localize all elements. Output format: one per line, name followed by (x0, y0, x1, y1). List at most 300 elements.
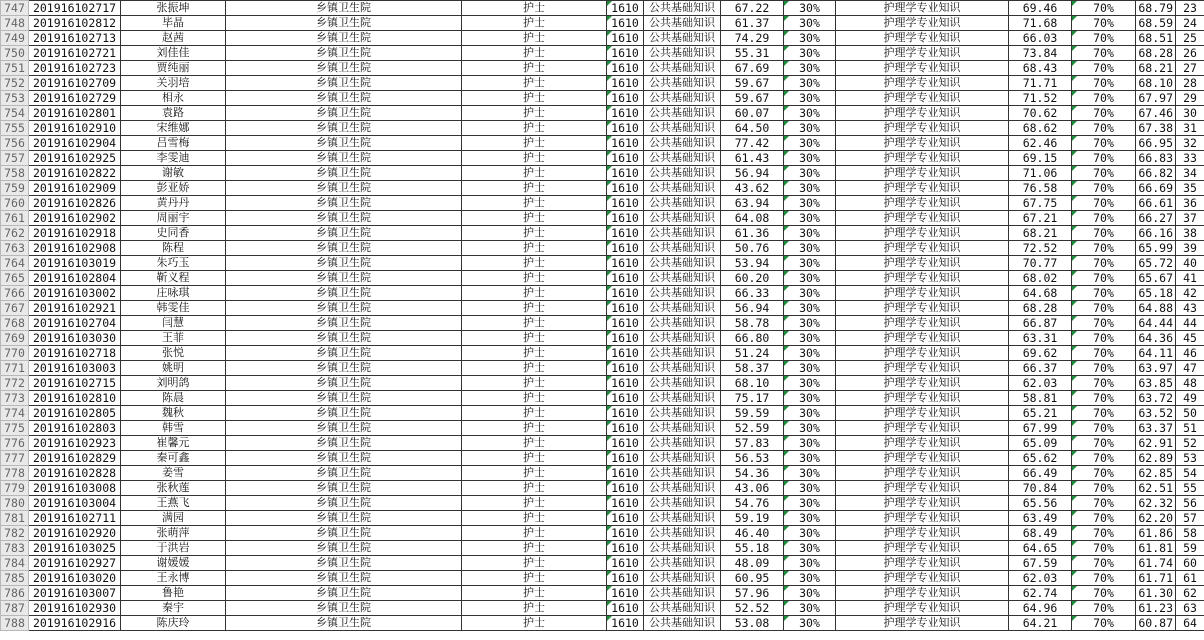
name-cell[interactable]: 袁路 (121, 106, 226, 121)
weight1-cell[interactable]: 30% (784, 181, 836, 196)
post-code-cell[interactable]: 1610 (607, 121, 644, 136)
score1-cell[interactable]: 43.62 (721, 181, 784, 196)
weight2-cell[interactable]: 70% (1072, 466, 1136, 481)
unit-cell[interactable]: 乡镇卫生院 (226, 181, 462, 196)
rank-cell[interactable]: 55 (1176, 481, 1204, 496)
row-header[interactable]: 785 (1, 571, 29, 586)
score2-cell[interactable]: 67.59 (1009, 556, 1072, 571)
post-code-cell[interactable]: 1610 (607, 106, 644, 121)
subject2-cell[interactable]: 护理学专业知识 (836, 586, 1009, 601)
score1-cell[interactable]: 58.37 (721, 361, 784, 376)
score1-cell[interactable]: 60.95 (721, 571, 784, 586)
weight1-cell[interactable]: 30% (784, 271, 836, 286)
subject1-cell[interactable]: 公共基础知识 (644, 376, 721, 391)
score1-cell[interactable]: 57.96 (721, 586, 784, 601)
post-cell[interactable]: 护士 (462, 226, 607, 241)
post-code-cell[interactable]: 1610 (607, 1, 644, 16)
score1-cell[interactable]: 57.83 (721, 436, 784, 451)
post-code-cell[interactable]: 1610 (607, 526, 644, 541)
post-cell[interactable]: 护士 (462, 571, 607, 586)
row-header[interactable]: 778 (1, 466, 29, 481)
total-score-cell[interactable]: 61.71 (1136, 571, 1176, 586)
unit-cell[interactable]: 乡镇卫生院 (226, 211, 462, 226)
exam-id-cell[interactable]: 201916102923 (29, 436, 121, 451)
score1-cell[interactable]: 64.50 (721, 121, 784, 136)
row-header[interactable]: 749 (1, 31, 29, 46)
row-header[interactable]: 752 (1, 76, 29, 91)
score1-cell[interactable]: 59.19 (721, 511, 784, 526)
subject1-cell[interactable]: 公共基础知识 (644, 256, 721, 271)
post-code-cell[interactable]: 1610 (607, 496, 644, 511)
post-cell[interactable]: 护士 (462, 556, 607, 571)
exam-id-cell[interactable]: 201916102920 (29, 526, 121, 541)
total-score-cell[interactable]: 66.27 (1136, 211, 1176, 226)
score2-cell[interactable]: 68.02 (1009, 271, 1072, 286)
exam-id-cell[interactable]: 201916102729 (29, 91, 121, 106)
total-score-cell[interactable]: 66.82 (1136, 166, 1176, 181)
score2-cell[interactable]: 62.46 (1009, 136, 1072, 151)
subject1-cell[interactable]: 公共基础知识 (644, 196, 721, 211)
post-cell[interactable]: 护士 (462, 466, 607, 481)
unit-cell[interactable]: 乡镇卫生院 (226, 346, 462, 361)
exam-id-cell[interactable]: 201916103003 (29, 361, 121, 376)
post-code-cell[interactable]: 1610 (607, 616, 644, 631)
subject2-cell[interactable]: 护理学专业知识 (836, 256, 1009, 271)
post-cell[interactable]: 护士 (462, 16, 607, 31)
total-score-cell[interactable]: 66.83 (1136, 151, 1176, 166)
total-score-cell[interactable]: 60.87 (1136, 616, 1176, 631)
subject2-cell[interactable]: 护理学专业知识 (836, 136, 1009, 151)
name-cell[interactable]: 满园 (121, 511, 226, 526)
unit-cell[interactable]: 乡镇卫生院 (226, 571, 462, 586)
weight1-cell[interactable]: 30% (784, 1, 836, 16)
score2-cell[interactable]: 64.96 (1009, 601, 1072, 616)
unit-cell[interactable]: 乡镇卫生院 (226, 601, 462, 616)
weight1-cell[interactable]: 30% (784, 541, 836, 556)
subject2-cell[interactable]: 护理学专业知识 (836, 181, 1009, 196)
score2-cell[interactable]: 76.58 (1009, 181, 1072, 196)
subject1-cell[interactable]: 公共基础知识 (644, 436, 721, 451)
score2-cell[interactable]: 68.49 (1009, 526, 1072, 541)
post-code-cell[interactable]: 1610 (607, 421, 644, 436)
weight2-cell[interactable]: 70% (1072, 541, 1136, 556)
score2-cell[interactable]: 58.81 (1009, 391, 1072, 406)
score1-cell[interactable]: 74.29 (721, 31, 784, 46)
weight1-cell[interactable]: 30% (784, 226, 836, 241)
total-score-cell[interactable]: 65.67 (1136, 271, 1176, 286)
total-score-cell[interactable]: 66.69 (1136, 181, 1176, 196)
subject2-cell[interactable]: 护理学专业知识 (836, 541, 1009, 556)
score2-cell[interactable]: 65.56 (1009, 496, 1072, 511)
score2-cell[interactable]: 68.21 (1009, 226, 1072, 241)
name-cell[interactable]: 韩雪 (121, 421, 226, 436)
weight1-cell[interactable]: 30% (784, 136, 836, 151)
subject2-cell[interactable]: 护理学专业知识 (836, 421, 1009, 436)
name-cell[interactable]: 姜雪 (121, 466, 226, 481)
row-header[interactable]: 782 (1, 526, 29, 541)
weight1-cell[interactable]: 30% (784, 31, 836, 46)
total-score-cell[interactable]: 68.59 (1136, 16, 1176, 31)
weight1-cell[interactable]: 30% (784, 496, 836, 511)
row-header[interactable]: 751 (1, 61, 29, 76)
post-code-cell[interactable]: 1610 (607, 301, 644, 316)
post-code-cell[interactable]: 1610 (607, 316, 644, 331)
weight1-cell[interactable]: 30% (784, 376, 836, 391)
weight2-cell[interactable]: 70% (1072, 196, 1136, 211)
total-score-cell[interactable]: 62.51 (1136, 481, 1176, 496)
rank-cell[interactable]: 51 (1176, 421, 1204, 436)
score2-cell[interactable]: 71.52 (1009, 91, 1072, 106)
post-cell[interactable]: 护士 (462, 526, 607, 541)
total-score-cell[interactable]: 61.23 (1136, 601, 1176, 616)
weight2-cell[interactable]: 70% (1072, 496, 1136, 511)
rank-cell[interactable]: 62 (1176, 586, 1204, 601)
post-code-cell[interactable]: 1610 (607, 181, 644, 196)
unit-cell[interactable]: 乡镇卫生院 (226, 31, 462, 46)
score1-cell[interactable]: 60.20 (721, 271, 784, 286)
weight2-cell[interactable]: 70% (1072, 241, 1136, 256)
rank-cell[interactable]: 30 (1176, 106, 1204, 121)
weight2-cell[interactable]: 70% (1072, 181, 1136, 196)
score2-cell[interactable]: 63.31 (1009, 331, 1072, 346)
name-cell[interactable]: 于洪岩 (121, 541, 226, 556)
name-cell[interactable]: 庄咏琪 (121, 286, 226, 301)
post-code-cell[interactable]: 1610 (607, 556, 644, 571)
post-cell[interactable]: 护士 (462, 586, 607, 601)
score1-cell[interactable]: 55.31 (721, 46, 784, 61)
subject1-cell[interactable]: 公共基础知识 (644, 586, 721, 601)
rank-cell[interactable]: 63 (1176, 601, 1204, 616)
post-cell[interactable]: 护士 (462, 136, 607, 151)
exam-id-cell[interactable]: 201916102718 (29, 346, 121, 361)
subject1-cell[interactable]: 公共基础知识 (644, 391, 721, 406)
total-score-cell[interactable]: 63.85 (1136, 376, 1176, 391)
subject1-cell[interactable]: 公共基础知识 (644, 91, 721, 106)
post-code-cell[interactable]: 1610 (607, 196, 644, 211)
row-header[interactable]: 772 (1, 376, 29, 391)
subject2-cell[interactable]: 护理学专业知识 (836, 496, 1009, 511)
weight1-cell[interactable]: 30% (784, 151, 836, 166)
total-score-cell[interactable]: 67.46 (1136, 106, 1176, 121)
total-score-cell[interactable]: 65.72 (1136, 256, 1176, 271)
score1-cell[interactable]: 67.69 (721, 61, 784, 76)
row-header[interactable]: 747 (1, 1, 29, 16)
name-cell[interactable]: 彭亚娇 (121, 181, 226, 196)
weight1-cell[interactable]: 30% (784, 466, 836, 481)
rank-cell[interactable]: 57 (1176, 511, 1204, 526)
name-cell[interactable]: 秦宇 (121, 601, 226, 616)
weight1-cell[interactable]: 30% (784, 211, 836, 226)
subject2-cell[interactable]: 护理学专业知识 (836, 211, 1009, 226)
post-code-cell[interactable]: 1610 (607, 76, 644, 91)
weight1-cell[interactable]: 30% (784, 421, 836, 436)
rank-cell[interactable]: 42 (1176, 286, 1204, 301)
post-cell[interactable]: 护士 (462, 286, 607, 301)
row-header[interactable]: 779 (1, 481, 29, 496)
subject1-cell[interactable]: 公共基础知识 (644, 601, 721, 616)
unit-cell[interactable]: 乡镇卫生院 (226, 61, 462, 76)
row-header[interactable]: 771 (1, 361, 29, 376)
subject2-cell[interactable]: 护理学专业知识 (836, 511, 1009, 526)
subject2-cell[interactable]: 护理学专业知识 (836, 226, 1009, 241)
score2-cell[interactable]: 71.06 (1009, 166, 1072, 181)
row-header[interactable]: 769 (1, 331, 29, 346)
rank-cell[interactable]: 52 (1176, 436, 1204, 451)
row-header[interactable]: 748 (1, 16, 29, 31)
subject1-cell[interactable]: 公共基础知识 (644, 211, 721, 226)
row-header[interactable]: 776 (1, 436, 29, 451)
post-cell[interactable]: 护士 (462, 256, 607, 271)
post-cell[interactable]: 护士 (462, 241, 607, 256)
row-header[interactable]: 784 (1, 556, 29, 571)
score1-cell[interactable]: 54.76 (721, 496, 784, 511)
score2-cell[interactable]: 62.74 (1009, 586, 1072, 601)
subject2-cell[interactable]: 护理学专业知识 (836, 481, 1009, 496)
exam-id-cell[interactable]: 201916102902 (29, 211, 121, 226)
score1-cell[interactable]: 56.53 (721, 451, 784, 466)
subject1-cell[interactable]: 公共基础知识 (644, 346, 721, 361)
score2-cell[interactable]: 66.87 (1009, 316, 1072, 331)
subject1-cell[interactable]: 公共基础知识 (644, 166, 721, 181)
subject2-cell[interactable]: 护理学专业知识 (836, 406, 1009, 421)
total-score-cell[interactable]: 62.91 (1136, 436, 1176, 451)
post-cell[interactable]: 护士 (462, 376, 607, 391)
post-cell[interactable]: 护士 (462, 76, 607, 91)
subject2-cell[interactable]: 护理学专业知识 (836, 241, 1009, 256)
unit-cell[interactable]: 乡镇卫生院 (226, 436, 462, 451)
weight2-cell[interactable]: 70% (1072, 331, 1136, 346)
rank-cell[interactable]: 29 (1176, 91, 1204, 106)
name-cell[interactable]: 陈庆玲 (121, 616, 226, 631)
weight2-cell[interactable]: 70% (1072, 226, 1136, 241)
subject2-cell[interactable]: 护理学专业知识 (836, 391, 1009, 406)
rank-cell[interactable]: 36 (1176, 196, 1204, 211)
weight2-cell[interactable]: 70% (1072, 616, 1136, 631)
post-code-cell[interactable]: 1610 (607, 136, 644, 151)
subject2-cell[interactable]: 护理学专业知识 (836, 556, 1009, 571)
subject2-cell[interactable]: 护理学专业知识 (836, 61, 1009, 76)
subject2-cell[interactable]: 护理学专业知识 (836, 331, 1009, 346)
weight1-cell[interactable]: 30% (784, 526, 836, 541)
rank-cell[interactable]: 47 (1176, 361, 1204, 376)
subject1-cell[interactable]: 公共基础知识 (644, 421, 721, 436)
post-cell[interactable]: 护士 (462, 316, 607, 331)
post-code-cell[interactable]: 1610 (607, 241, 644, 256)
post-code-cell[interactable]: 1610 (607, 361, 644, 376)
row-header[interactable]: 753 (1, 91, 29, 106)
rank-cell[interactable]: 27 (1176, 61, 1204, 76)
rank-cell[interactable]: 54 (1176, 466, 1204, 481)
name-cell[interactable]: 崔馨元 (121, 436, 226, 451)
subject2-cell[interactable]: 护理学专业知识 (836, 1, 1009, 16)
unit-cell[interactable]: 乡镇卫生院 (226, 166, 462, 181)
row-header[interactable]: 761 (1, 211, 29, 226)
exam-id-cell[interactable]: 201916102717 (29, 1, 121, 16)
subject2-cell[interactable]: 护理学专业知识 (836, 451, 1009, 466)
weight1-cell[interactable]: 30% (784, 391, 836, 406)
rank-cell[interactable]: 34 (1176, 166, 1204, 181)
subject1-cell[interactable]: 公共基础知识 (644, 301, 721, 316)
row-header[interactable]: 781 (1, 511, 29, 526)
post-cell[interactable]: 护士 (462, 271, 607, 286)
rank-cell[interactable]: 45 (1176, 331, 1204, 346)
subject1-cell[interactable]: 公共基础知识 (644, 451, 721, 466)
score1-cell[interactable]: 58.78 (721, 316, 784, 331)
post-code-cell[interactable]: 1610 (607, 391, 644, 406)
score2-cell[interactable]: 68.28 (1009, 301, 1072, 316)
score1-cell[interactable]: 75.17 (721, 391, 784, 406)
subject2-cell[interactable]: 护理学专业知识 (836, 301, 1009, 316)
score1-cell[interactable]: 77.42 (721, 136, 784, 151)
weight2-cell[interactable]: 70% (1072, 316, 1136, 331)
exam-id-cell[interactable]: 201916102910 (29, 121, 121, 136)
post-cell[interactable]: 护士 (462, 196, 607, 211)
total-score-cell[interactable]: 63.97 (1136, 361, 1176, 376)
subject2-cell[interactable]: 护理学专业知识 (836, 346, 1009, 361)
unit-cell[interactable]: 乡镇卫生院 (226, 241, 462, 256)
weight1-cell[interactable]: 30% (784, 601, 836, 616)
rank-cell[interactable]: 23 (1176, 1, 1204, 16)
post-cell[interactable]: 护士 (462, 331, 607, 346)
total-score-cell[interactable]: 64.36 (1136, 331, 1176, 346)
rank-cell[interactable]: 46 (1176, 346, 1204, 361)
unit-cell[interactable]: 乡镇卫生院 (226, 526, 462, 541)
exam-id-cell[interactable]: 201916102826 (29, 196, 121, 211)
post-code-cell[interactable]: 1610 (607, 256, 644, 271)
exam-id-cell[interactable]: 201916102713 (29, 31, 121, 46)
name-cell[interactable]: 朱巧玉 (121, 256, 226, 271)
weight1-cell[interactable]: 30% (784, 346, 836, 361)
rank-cell[interactable]: 41 (1176, 271, 1204, 286)
weight1-cell[interactable]: 30% (784, 166, 836, 181)
row-header[interactable]: 787 (1, 601, 29, 616)
unit-cell[interactable]: 乡镇卫生院 (226, 196, 462, 211)
subject2-cell[interactable]: 护理学专业知识 (836, 361, 1009, 376)
rank-cell[interactable]: 25 (1176, 31, 1204, 46)
post-code-cell[interactable]: 1610 (607, 226, 644, 241)
exam-id-cell[interactable]: 201916102828 (29, 466, 121, 481)
subject1-cell[interactable]: 公共基础知识 (644, 121, 721, 136)
rank-cell[interactable]: 43 (1176, 301, 1204, 316)
weight1-cell[interactable]: 30% (784, 406, 836, 421)
name-cell[interactable]: 周丽宇 (121, 211, 226, 226)
exam-id-cell[interactable]: 201916102829 (29, 451, 121, 466)
subject2-cell[interactable]: 护理学专业知识 (836, 526, 1009, 541)
weight1-cell[interactable]: 30% (784, 481, 836, 496)
row-header[interactable]: 762 (1, 226, 29, 241)
unit-cell[interactable]: 乡镇卫生院 (226, 151, 462, 166)
name-cell[interactable]: 秦可鑫 (121, 451, 226, 466)
unit-cell[interactable]: 乡镇卫生院 (226, 496, 462, 511)
post-code-cell[interactable]: 1610 (607, 151, 644, 166)
weight2-cell[interactable]: 70% (1072, 481, 1136, 496)
score1-cell[interactable]: 52.52 (721, 601, 784, 616)
weight2-cell[interactable]: 70% (1072, 346, 1136, 361)
unit-cell[interactable]: 乡镇卫生院 (226, 121, 462, 136)
total-score-cell[interactable]: 61.30 (1136, 586, 1176, 601)
weight2-cell[interactable]: 70% (1072, 121, 1136, 136)
unit-cell[interactable]: 乡镇卫生院 (226, 316, 462, 331)
unit-cell[interactable]: 乡镇卫生院 (226, 331, 462, 346)
score1-cell[interactable]: 61.43 (721, 151, 784, 166)
score1-cell[interactable]: 46.40 (721, 526, 784, 541)
rank-cell[interactable]: 56 (1176, 496, 1204, 511)
score1-cell[interactable]: 59.67 (721, 76, 784, 91)
name-cell[interactable]: 谢媛媛 (121, 556, 226, 571)
weight1-cell[interactable]: 30% (784, 361, 836, 376)
total-score-cell[interactable]: 62.32 (1136, 496, 1176, 511)
unit-cell[interactable]: 乡镇卫生院 (226, 301, 462, 316)
name-cell[interactable]: 张萌萍 (121, 526, 226, 541)
subject2-cell[interactable]: 护理学专业知识 (836, 616, 1009, 631)
post-cell[interactable]: 护士 (462, 61, 607, 76)
rank-cell[interactable]: 44 (1176, 316, 1204, 331)
score2-cell[interactable]: 65.21 (1009, 406, 1072, 421)
total-score-cell[interactable]: 64.44 (1136, 316, 1176, 331)
post-cell[interactable]: 护士 (462, 121, 607, 136)
post-code-cell[interactable]: 1610 (607, 61, 644, 76)
weight2-cell[interactable]: 70% (1072, 526, 1136, 541)
post-cell[interactable]: 护士 (462, 481, 607, 496)
name-cell[interactable]: 王永博 (121, 571, 226, 586)
post-code-cell[interactable]: 1610 (607, 286, 644, 301)
row-header[interactable]: 756 (1, 136, 29, 151)
rank-cell[interactable]: 26 (1176, 46, 1204, 61)
post-cell[interactable]: 护士 (462, 406, 607, 421)
subject2-cell[interactable]: 护理学专业知识 (836, 121, 1009, 136)
post-cell[interactable]: 护士 (462, 106, 607, 121)
subject1-cell[interactable]: 公共基础知识 (644, 226, 721, 241)
weight2-cell[interactable]: 70% (1072, 1, 1136, 16)
subject1-cell[interactable]: 公共基础知识 (644, 331, 721, 346)
rank-cell[interactable]: 31 (1176, 121, 1204, 136)
unit-cell[interactable]: 乡镇卫生院 (226, 466, 462, 481)
weight2-cell[interactable]: 70% (1072, 271, 1136, 286)
weight1-cell[interactable]: 30% (784, 511, 836, 526)
post-cell[interactable]: 护士 (462, 391, 607, 406)
weight2-cell[interactable]: 70% (1072, 31, 1136, 46)
row-header[interactable]: 763 (1, 241, 29, 256)
name-cell[interactable]: 毕晶 (121, 16, 226, 31)
exam-id-cell[interactable]: 201916103008 (29, 481, 121, 496)
name-cell[interactable]: 刘明鸽 (121, 376, 226, 391)
unit-cell[interactable]: 乡镇卫生院 (226, 451, 462, 466)
score2-cell[interactable]: 73.84 (1009, 46, 1072, 61)
row-header[interactable]: 754 (1, 106, 29, 121)
total-score-cell[interactable]: 63.37 (1136, 421, 1176, 436)
subject2-cell[interactable]: 护理学专业知识 (836, 106, 1009, 121)
exam-id-cell[interactable]: 201916102704 (29, 316, 121, 331)
weight2-cell[interactable]: 70% (1072, 586, 1136, 601)
post-code-cell[interactable]: 1610 (607, 271, 644, 286)
row-header[interactable]: 768 (1, 316, 29, 331)
weight2-cell[interactable]: 70% (1072, 151, 1136, 166)
score1-cell[interactable]: 64.08 (721, 211, 784, 226)
total-score-cell[interactable]: 67.38 (1136, 121, 1176, 136)
post-cell[interactable]: 护士 (462, 31, 607, 46)
score1-cell[interactable]: 50.76 (721, 241, 784, 256)
row-header[interactable]: 770 (1, 346, 29, 361)
total-score-cell[interactable]: 65.18 (1136, 286, 1176, 301)
weight2-cell[interactable]: 70% (1072, 61, 1136, 76)
weight2-cell[interactable]: 70% (1072, 571, 1136, 586)
subject1-cell[interactable]: 公共基础知识 (644, 361, 721, 376)
weight1-cell[interactable]: 30% (784, 586, 836, 601)
subject1-cell[interactable]: 公共基础知识 (644, 241, 721, 256)
weight1-cell[interactable]: 30% (784, 46, 836, 61)
rank-cell[interactable]: 53 (1176, 451, 1204, 466)
post-code-cell[interactable]: 1610 (607, 46, 644, 61)
